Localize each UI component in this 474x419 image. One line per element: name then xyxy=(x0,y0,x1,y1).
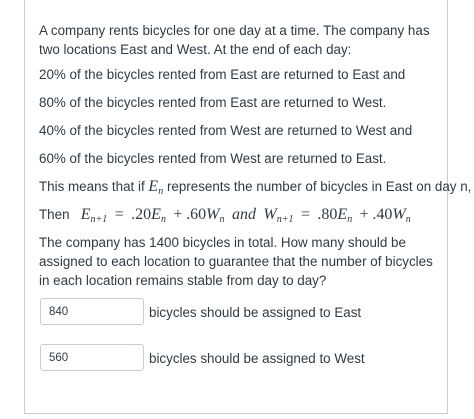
question-intro: A company rents bicycles for one day at a time. The company has two locations East and West. At the end of each day: xyxy=(39,23,430,57)
eq1-coef-2: .60 xyxy=(186,206,207,223)
west-answer-input[interactable] xyxy=(40,344,144,371)
eq2-var-2: W xyxy=(392,206,406,223)
eq2-sub-1: n xyxy=(347,214,353,225)
eq1-plus: + xyxy=(173,206,183,223)
eq2-lhs-sub: n+1 xyxy=(276,214,294,225)
eq1-lhs-sub: n+1 xyxy=(90,214,108,225)
west-answer-label: bicycles should be assigned to West xyxy=(149,351,365,366)
eq2-plus: + xyxy=(359,206,369,223)
eq1-lhs-var: E xyxy=(80,206,91,223)
eq2-sub-2: n xyxy=(405,214,411,225)
eq1-sub-2: n xyxy=(219,214,225,225)
eq2-var-1: E xyxy=(337,206,348,223)
east-answer-input[interactable] xyxy=(40,298,144,325)
rule-line-2: 80% of the bicycles rented from East are returned to West. xyxy=(39,95,387,110)
and-label: and xyxy=(231,206,256,223)
then-label: Then xyxy=(39,207,70,222)
eq2-equals: = xyxy=(300,206,310,223)
eq2-coef-1: .80 xyxy=(317,206,338,223)
rule-line-4: 60% of the bicycles rented from West are returned to East. xyxy=(39,151,387,166)
eq1-coef-1: .20 xyxy=(131,206,152,223)
meaning-suffix: represents the number of bicycles in East on day n, xyxy=(166,179,472,194)
eq1-equals: = xyxy=(114,206,124,223)
eq2-coef-2: .40 xyxy=(372,206,393,223)
equation-line xyxy=(39,205,411,229)
rule-line-3: 40% of the bicycles rented from West are returned to West and xyxy=(39,123,413,138)
eq1-var-1: E xyxy=(151,206,161,223)
meaning-sub: n xyxy=(158,186,164,197)
eq1-sub-1: n xyxy=(160,214,166,225)
eq1-var-2: W xyxy=(206,206,220,223)
east-answer-label: bicycles should be assigned to East xyxy=(149,305,362,320)
rule-line-1: 20% of the bicycles rented from East are returned to East and xyxy=(39,67,406,82)
eq2-lhs-var: W xyxy=(263,206,277,223)
question-prompt: The company has 1400 bicycles in total. How many should be assigned to each location to guarantee that the number of bicycles in each location remains stable from day to day? xyxy=(39,235,433,288)
meaning-line xyxy=(39,177,471,201)
meaning-var: E xyxy=(148,178,159,195)
meaning-prefix: This means that if xyxy=(39,179,145,194)
